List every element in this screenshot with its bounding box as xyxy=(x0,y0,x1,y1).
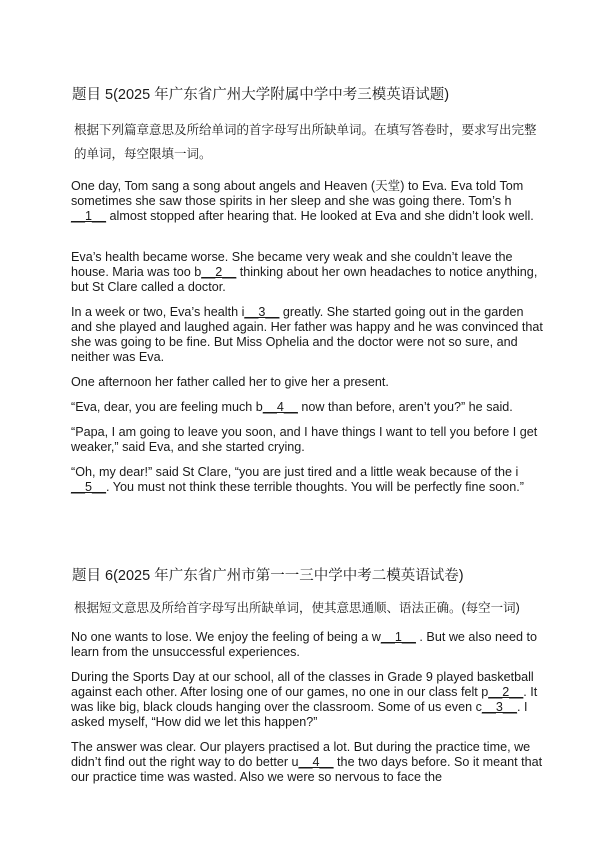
s1-paragraph-6 xyxy=(71,425,546,455)
text-segment: “Papa, I am going to leave you soon, and I have things I want to tell you before I get weaker,” said Eva, and she started crying. xyxy=(71,425,538,454)
s2-paragraph-1 xyxy=(71,630,546,660)
text-segment: The answer was clear. Our players practised a lot. But during the practice time, we didn’t find out the right way to do better u xyxy=(71,740,531,769)
section2-instruction: 根据短文意思及所给首字母写出所缺单词，使其意思通顺、语法正确。(每空一词) xyxy=(74,601,520,615)
text-segment: “Eva, dear, you are feeling much b xyxy=(71,400,263,414)
blank-5: __5__ xyxy=(71,480,107,494)
s1-paragraph-3 xyxy=(71,305,546,365)
text-segment: greatly. She started going out in the garden and she played and laughed again. Her father was happy and he was convinced that she was going to be fine. But Miss Ophelia and the doctor were not so sure, and neither was Eva. xyxy=(71,305,543,364)
text-segment: now than before, aren’t you?” he said. xyxy=(297,400,513,414)
blank-3: __3__ xyxy=(244,305,280,319)
s2-paragraph-2 xyxy=(71,670,546,730)
text-segment: thinking about her own headaches to notice anything, but St Clare called a doctor. xyxy=(71,265,538,294)
section1-instruction: 根据下列篇章意思及所给单词的首字母写出所缺单词。在填写答卷时，要求写出完整的单词，每空限填一词。 xyxy=(74,123,537,161)
text-segment: almost stopped after hearing that. He looked at Eva and she didn’t look well. xyxy=(106,209,534,223)
text-segment: One afternoon her father called her to give her a present. xyxy=(71,375,389,389)
text-segment: the two days before. So it meant that our practice time was wasted. Also we were so nervous to face the xyxy=(71,755,543,784)
section1-heading: 题目 5(2025 年广东省广州大学附属中学中考三模英语试题) xyxy=(72,87,450,103)
blank-4: __4__ xyxy=(298,755,334,769)
s1-paragraph-1 xyxy=(71,179,546,224)
text-segment: One day, Tom sang a song about angels and Heaven (天堂) to Eva. Eva told Tom sometimes she saw those spirits in her sleep and she was going there. Tom’s h xyxy=(71,179,524,208)
text-segment: Eva’s health became worse. She became very weak and she couldn’t leave the house. Maria was too b xyxy=(71,250,513,279)
text-segment: No one wants to lose. We enjoy the feeling of being a w xyxy=(71,630,381,644)
section2-heading: 题目 6(2025 年广东省广州市第一一三中学中考二模英语试卷) xyxy=(72,568,464,584)
s1-paragraph-5 xyxy=(71,400,546,415)
s2-paragraph-3 xyxy=(71,740,546,785)
s1-paragraph-2 xyxy=(71,250,546,295)
s1-paragraph-4 xyxy=(71,375,546,390)
text-segment: In a week or two, Eva’s health i xyxy=(71,305,245,319)
blank-2: __2__ xyxy=(201,265,237,279)
blank-3: __3__ xyxy=(481,700,517,714)
text-segment: . It was like big, black clouds hanging over the classroom. Some of us even c xyxy=(71,685,538,714)
blank-2: __2__ xyxy=(488,685,524,699)
blank-1: __1__ xyxy=(380,630,416,644)
text-segment: During the Sports Day at our school, all of the classes in Grade 9 played basketball against each other. After losing one of our games, no one in our class felt p xyxy=(71,670,534,699)
text-segment: . But we also need to learn from the unsuccessful experiences. xyxy=(71,630,538,659)
s1-paragraph-7 xyxy=(71,465,546,495)
blank-1: __1__ xyxy=(71,209,107,223)
text-segment: . I asked myself, “How did we let this happen?” xyxy=(71,700,528,729)
text-segment: . You must not think these terrible thoughts. You will be perfectly fine soon.” xyxy=(106,480,524,494)
text-segment: “Oh, my dear!” said St Clare, “you are just tired and a little weak because of the i xyxy=(71,465,519,479)
blank-4: __4__ xyxy=(262,400,298,414)
